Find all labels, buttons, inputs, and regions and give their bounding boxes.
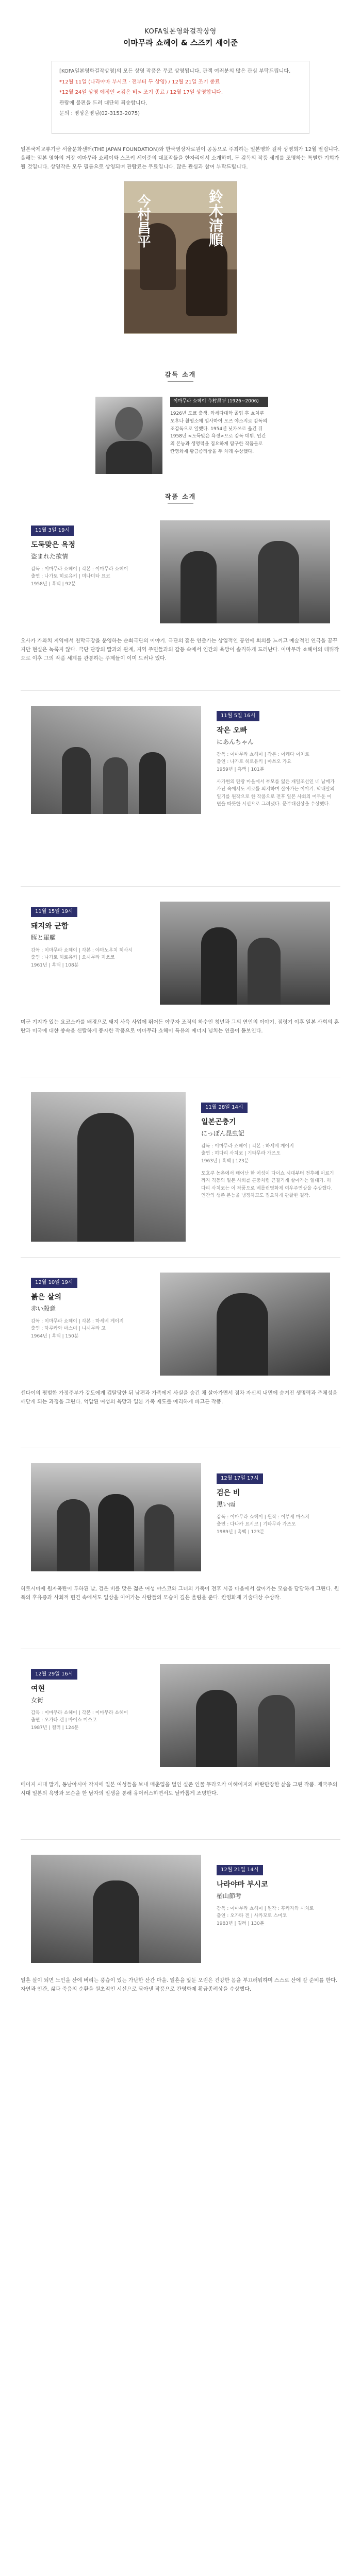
- film-title: 여현: [31, 1684, 45, 1693]
- notice-text: [KOFA일본영화걸작상영]의 모든 상영 작품은 무료 상영됩니다. 관객 여러분의 많은 관심 부탁드립니다.: [59, 69, 291, 74]
- film-info-6: [217, 1473, 335, 1536]
- film-info-4: [201, 1103, 335, 1200]
- film-meta: [31, 1318, 144, 1340]
- page-header: [0, 0, 361, 62]
- film-still-5: [160, 1273, 330, 1376]
- film-spec: 1959년 | 흑백 | 101분: [217, 767, 265, 772]
- film-description-8: 일흔 살이 되면 노인을 산에 버리는 풍습이 있는 가난한 산간 마을. 일흔을 앞둔 오린은 건강한 몸을 부끄러워하며 스스로 산에 갈 준비를 한다. 자연과 인간, 삶과 죽음의 순환을 원초적인 시선으로 담아낸 작품으로 칸영화제 황금종려상을 수상했다.: [21, 1978, 338, 1992]
- film-still-8: [31, 1855, 201, 1963]
- film-description-3: 미군 기지가 있는 요코스카를 배경으로 돼지 사육 사업에 뛰어든 야쿠자 조직의 하수인 청년과 그의 연인의 이야기. 점령기 이후 일본 사회의 혼란과 미국에 대한 종속을 신랄하게 풍자한 작품으로 이마무라 쇼헤이 특유의 에너지 넘치는 연출이 돋보인다.: [21, 1020, 339, 1034]
- film-credits: 감독 : 이마무라 쇼헤이 | 각본 : 하세베 게이지: [201, 1143, 294, 1149]
- film-title-jp: 楢山節考: [217, 1892, 242, 1900]
- film-description-7: 메이지 시대 말기, 동남아시아 각지에 일본 여성들을 보내 매춘업을 벌인 실존 인물 무라오카 이헤이지의 파란만장한 삶을 그린 작품. 제국주의 시대 일본의 욕망과 모순을 한 남자의 일생을 통해 유머러스하면서도 날카롭게 조명한다.: [21, 1782, 338, 1797]
- film-still-3: [160, 902, 330, 1005]
- film-cast: 출연 : 다나카 요시코 | 기타무라 가즈오: [217, 1522, 296, 1528]
- film-info-2: [217, 711, 335, 808]
- film-title-jp: にっぽん昆虫記: [201, 1130, 244, 1138]
- film-title-jp: 赤い殺意: [31, 1305, 56, 1313]
- film-title: 나라야마 부시코: [217, 1880, 268, 1889]
- film-still-6: [31, 1463, 201, 1571]
- film-still-4: [31, 1092, 186, 1242]
- film-cast: 출연 : 오가타 겐 | 사카모토 스미코: [217, 1913, 287, 1919]
- film-date-badge: 11월 28일 14시: [201, 1103, 248, 1113]
- poster-title-right: 鈴木清順: [207, 189, 224, 247]
- film-title-jp: 盗まれた欲情: [31, 553, 69, 561]
- film-cast: 출연 : 하루카와 마스미 | 니시무라 고: [31, 1326, 106, 1332]
- film-cast: 출연 : 나가토 히로유키 | 요시무라 지쓰코: [31, 955, 115, 961]
- director-info: [170, 397, 268, 456]
- film-info-5: [31, 1278, 144, 1340]
- poster-title-left: 今村昌平: [135, 194, 151, 248]
- film-spec: 1961년 | 흑백 | 108분: [31, 962, 79, 968]
- film-credits: 감독 : 이마무라 쇼헤이 | 각본 : 이마무라 쇼헤이: [31, 566, 128, 572]
- film-cast: 출연 : 나가토 히로유키 | 마쓰오 가요: [217, 759, 291, 765]
- film-date-badge: 11월 5일 16시: [217, 711, 259, 721]
- film-info-8: [217, 1865, 335, 1927]
- film-description-4: 도호쿠 농촌에서 태어난 한 여성이 다이쇼 시대부터 전후에 이르기까지 격동의 일본 사회를 곤충처럼 끈질기게 살아가는 일대기. 히다리 사치코는 이 작품으로 베를린영화제 여우주연상을 수상했다. 인간의 생존 본능을 냉정하고도 집요하게 관찰한 걸작.: [201, 1171, 334, 1199]
- divider: [21, 1257, 340, 1258]
- film-still-2: [31, 706, 201, 814]
- film-credits: 감독 : 이마무라 쇼헤이 | 각본 : 이마무라 쇼헤이: [31, 1710, 128, 1716]
- film-meta: [217, 1514, 335, 1536]
- film-spec: 1987년 | 컬러 | 124분: [31, 1725, 79, 1731]
- film-credits: 감독 : 이마무라 쇼헤이 | 각본 : 하세베 게이지: [31, 1318, 124, 1324]
- notice-red-2: *12월 24일 상영 예정인 <검은 비> 조기 종료 / 12월 17일 상영합니다.: [59, 90, 223, 95]
- film-cast: 출연 : 히다리 사치코 | 기타무라 가즈오: [201, 1151, 281, 1157]
- notice-apology: 관람에 불편을 드려 대단히 죄송합니다.: [59, 100, 147, 106]
- film-spec: 1963년 | 흑백 | 123분: [201, 1158, 249, 1164]
- film-meta: [217, 751, 335, 773]
- film-cast: 출연 : 오가타 겐 | 바이쇼 미쓰코: [31, 1718, 97, 1723]
- film-spec: 1989년 | 흑백 | 123분: [217, 1529, 265, 1535]
- section-title-films: 작품 소개: [165, 493, 196, 500]
- film-spec: 1983년 | 컬러 | 130분: [217, 1921, 265, 1926]
- film-date-badge: 12월 17일 17시: [217, 1473, 263, 1484]
- divider: [21, 690, 340, 691]
- film-title: 도둑맞은 욕정: [31, 540, 76, 549]
- film-spec: 1958년 | 흑백 | 92분: [31, 581, 76, 587]
- film-date-badge: 11월 3일 19시: [31, 526, 74, 536]
- film-description-5: 센다이의 평범한 가정주부가 강도에게 겁탈당한 뒤 남편과 가족에게 사실을 숨긴 채 살아가면서 점차 자신의 내면에 숨겨진 생명력과 주체성을 깨닫게 되는 과정을 그린다. 억압된 여성의 욕망과 일본 가족 제도를 예리하게 파고든 작품.: [21, 1391, 338, 1405]
- film-title-jp: 黒い雨: [217, 1501, 236, 1509]
- film-credits: 감독 : 이마무라 쇼헤이 | 각본 : 이케다 이치로: [217, 752, 309, 757]
- film-spec: 1964년 | 흑백 | 150분: [31, 1333, 79, 1339]
- film-title: 붉은 살의: [31, 1293, 61, 1301]
- event-title: 이마무라 쇼헤이 & 스즈키 세이준: [123, 38, 238, 47]
- film-date-badge: 12월 21일 14시: [217, 1865, 263, 1875]
- film-credits: 감독 : 이마무라 쇼헤이 | 각본 : 야마노우치 히사시: [31, 947, 133, 953]
- film-title-jp: にあんちゃん: [217, 738, 254, 746]
- film-date-badge: 12월 29일 16시: [31, 1669, 77, 1680]
- film-meta: [31, 1709, 144, 1732]
- film-date-badge: 11월 15일 19시: [31, 907, 77, 917]
- notice-red-1: *12월 11일 (나라야마 부시코 · 전부터 두 상영) / 12월 21일 조기 종료: [59, 79, 220, 85]
- film-credits: 감독 : 이마무라 쇼헤이 | 원작 : 후카자와 시치로: [217, 1906, 314, 1911]
- film-info-7: [31, 1669, 144, 1732]
- film-cast: 출연 : 나가토 히로유키 | 미나미타 요코: [31, 574, 110, 580]
- divider: [21, 886, 340, 887]
- notice-contact: 문의 : 영상운영팀(02-3153-2075): [59, 111, 140, 116]
- film-description-2: 사가현의 탄광 마을에서 부모를 잃은 재일조선인 네 남매가 가난 속에서도 서로를 의지하며 살아가는 이야기. 막내딸의 일기를 원작으로 한 작품으로 전후 일본 사회의 어두운 이면을 따뜻한 시선으로 그려냈다. 문부대신상을 수상했다.: [217, 779, 335, 807]
- film-info-3: [31, 907, 144, 969]
- film-title: 작은 오빠: [217, 726, 247, 735]
- film-title-jp: 女衒: [31, 1697, 44, 1704]
- director-name-bar: 이마무라 쇼헤이 今村昌平 (1926~2006): [170, 397, 268, 407]
- event-series-title: KOFA일본영화걸작상영: [144, 28, 217, 36]
- film-info-1: [31, 526, 144, 588]
- intro-paragraph: 일본국제교류기금 서울문화센터(THE JAPAN FOUNDATION)와 한국영상자료원이 공동으로 주최하는 일본영화 걸작 상영회가 12월 열립니다. 올해는 일본 영화의 거장 이마무라 쇼헤이와 스즈키 세이준의 대표작들을 한자리에서 소개하며, 두 감독의 작품 세계를 조명하는 특별한 기회가 될 것입니다. 상영작은 모두 필름으로 상영되며 관람료는 무료입니다. 많은 관심과 참여 부탁드립니다.: [21, 147, 340, 170]
- film-still-1: [160, 520, 330, 623]
- film-meta: [217, 1905, 335, 1927]
- film-title: 돼지와 군함: [31, 922, 69, 930]
- film-meta: [31, 566, 144, 588]
- event-poster: [124, 181, 237, 334]
- section-divider: [168, 381, 193, 382]
- section-title-director: 감독 소개: [165, 371, 196, 378]
- film-title-jp: 豚と軍艦: [31, 934, 56, 942]
- section-divider: [168, 503, 193, 504]
- film-meta: [201, 1143, 335, 1165]
- film-description-1: 오사카 가와치 지역에서 천막극장을 운영하는 순회극단의 이야기. 극단의 젊은 연출가는 상업적인 공연에 회의를 느끼고 예술적인 연극을 꿈꾸지만 현실은 녹록지 않다. 극단 단장의 딸과의 관계, 지역 주민들과의 갈등 속에서 인간의 욕망이 솔직하게 드러난다. 이마무라 쇼헤이의 데뷔작으로 이후 그의 작품 세계를 관통하는 주제들이 이미 드러나 있다.: [21, 638, 339, 662]
- film-meta: [31, 947, 144, 969]
- notice-box: [52, 61, 309, 134]
- divider: [21, 1839, 340, 1840]
- film-title: 검은 비: [217, 1488, 240, 1497]
- film-date-badge: 12월 10일 19시: [31, 1278, 77, 1288]
- film-title: 일본곤충기: [201, 1117, 236, 1126]
- film-still-7: [160, 1664, 330, 1767]
- director-bio: 1926년 도쿄 출생. 와세다대학 졸업 후 쇼치쿠 오후나 촬영소에 입사하여 오즈 야스지로 감독의 조감독으로 일했다. 1954년 닛카쓰로 옮긴 뒤 1958년 <도둑맞은 욕정>으로 감독 데뷔. 인간의 본능과 생명력을 집요하게 탐구한 작품들로 칸영화제 황금종려상을 두 차례 수상했다.: [170, 411, 268, 455]
- director-photo: [95, 397, 162, 474]
- film-credits: 감독 : 이마무라 쇼헤이 | 원작 : 이부세 마스지: [217, 1514, 309, 1520]
- film-description-6: 히로시마에 원자폭탄이 투하된 날, 검은 비를 맞은 젊은 여성 야스코와 그녀의 가족이 전후 시골 마을에서 살아가는 모습을 담담하게 그린다. 원폭의 후유증과 사회적 편견 속에서도 일상을 이어가는 사람들의 모습이 깊은 울림을 준다. 칸영화제 기술대상 수상작.: [21, 1586, 339, 1601]
